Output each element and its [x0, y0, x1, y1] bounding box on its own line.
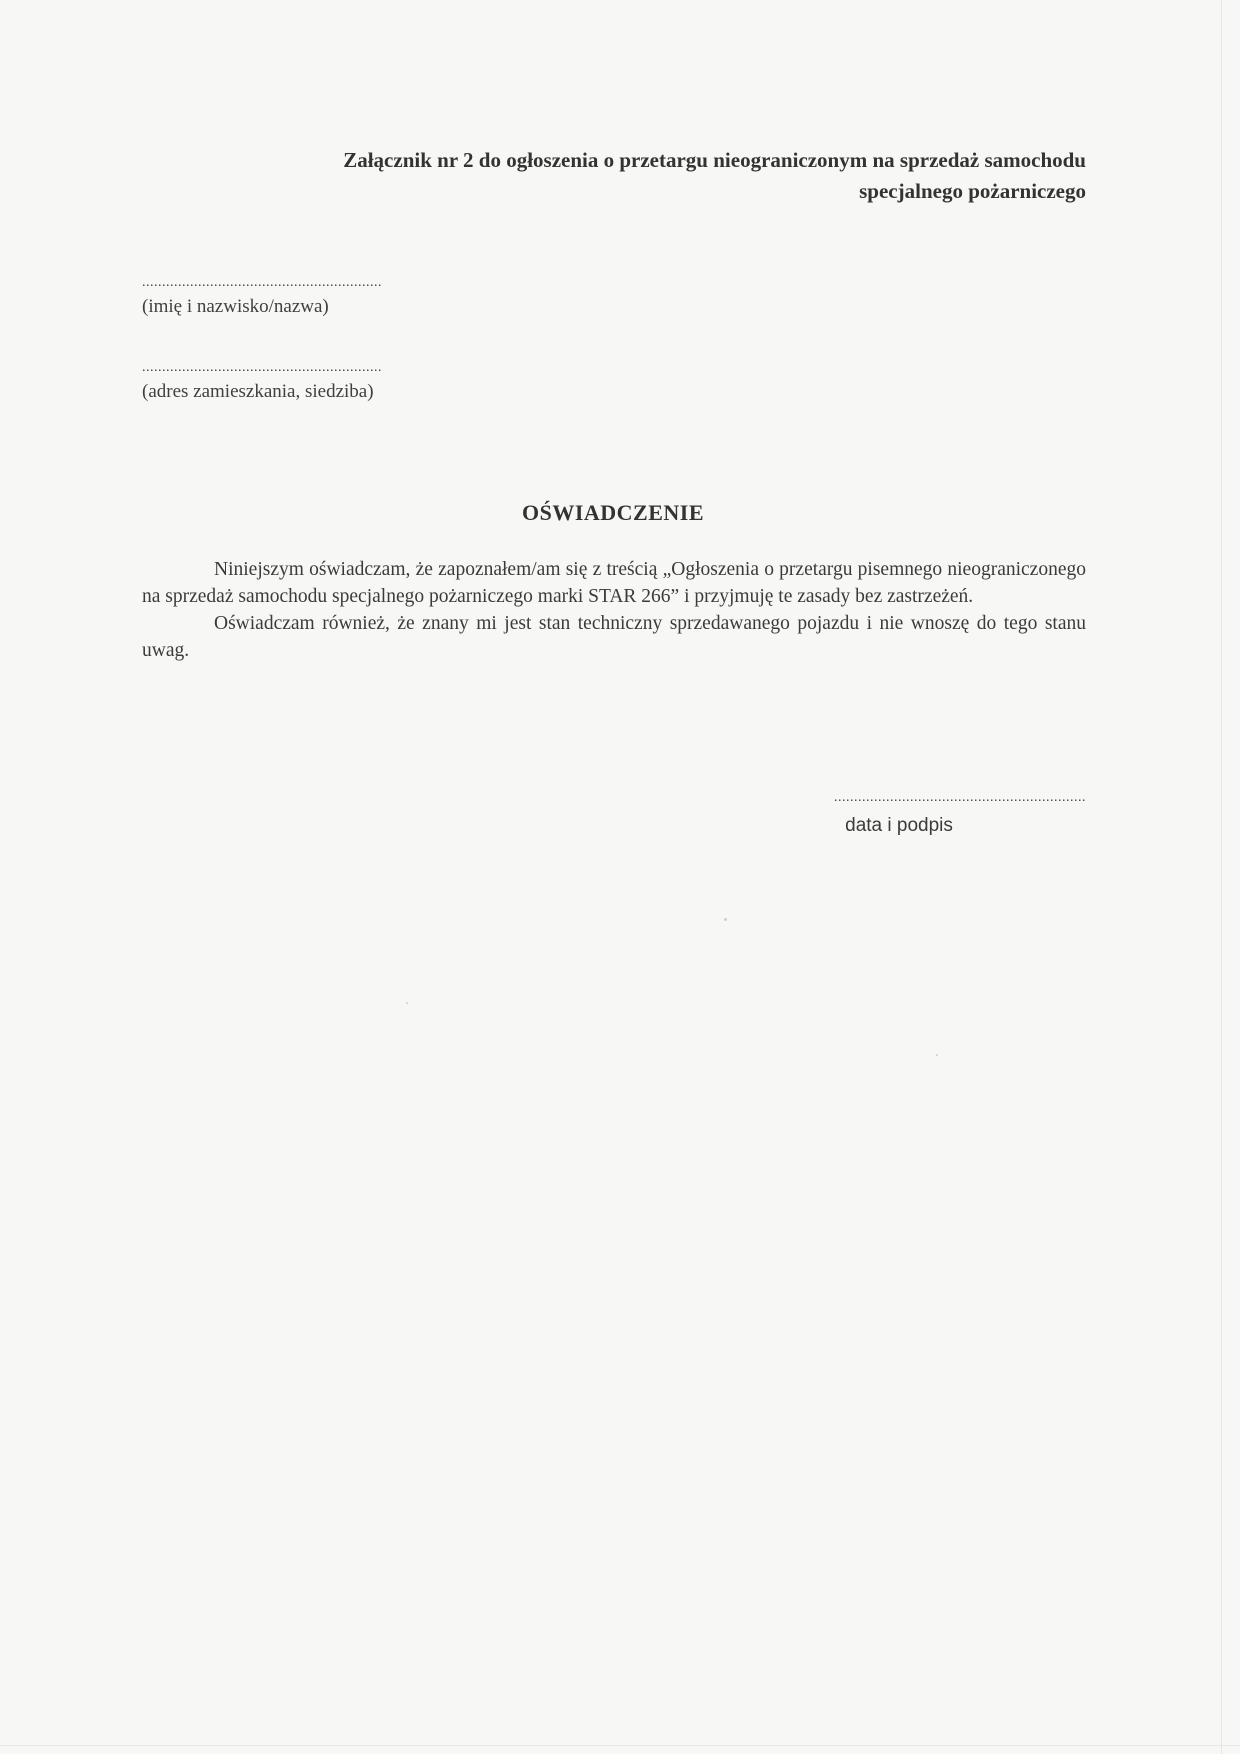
header-line-2: specjalnego pożarniczego: [859, 179, 1086, 203]
signature-field[interactable]: [712, 790, 1086, 838]
document-title: OŚWIADCZENIE: [521, 500, 705, 525]
page-edge-bottom: [0, 1745, 1240, 1746]
name-field-dots: ............................................................: [142, 275, 382, 290]
page-edge: [1221, 0, 1222, 1754]
declaration-body: [142, 556, 1086, 664]
document-header: [140, 145, 1086, 207]
name-field-label: (imię i nazwisko/nazwa): [142, 296, 329, 317]
signature-dots: ...............................................................: [834, 790, 1086, 805]
declaration-paragraph-2: Oświadczam również, że znany mi jest stan techniczny sprzedawanego pojazdu i nie wnoszę do tego stanu uwag.: [142, 613, 1086, 661]
scan-speck: [406, 1002, 408, 1004]
address-field-dots: ............................................................: [142, 360, 382, 375]
signature-label: data i podpis: [845, 815, 953, 836]
name-field[interactable]: [142, 275, 382, 319]
address-field[interactable]: [142, 360, 382, 404]
scan-speck: [724, 918, 727, 921]
declaration-paragraph-1: Niniejszym oświadczam, że zapoznałem/am się z treścią „Ogłoszenia o przetargu pisemnego nieograniczonego na sprzedaż samochodu specjalnego pożarniczego marki STAR 266” i przyjmuję te zasady bez zastrzeżeń.: [142, 559, 1086, 607]
header-line-1: Załącznik nr 2 do ogłoszenia o przetargu nieograniczonym na sprzedaż samochodu: [343, 148, 1086, 172]
address-field-label: (adres zamieszkania, siedziba): [142, 381, 374, 402]
scan-speck: [936, 1054, 938, 1056]
